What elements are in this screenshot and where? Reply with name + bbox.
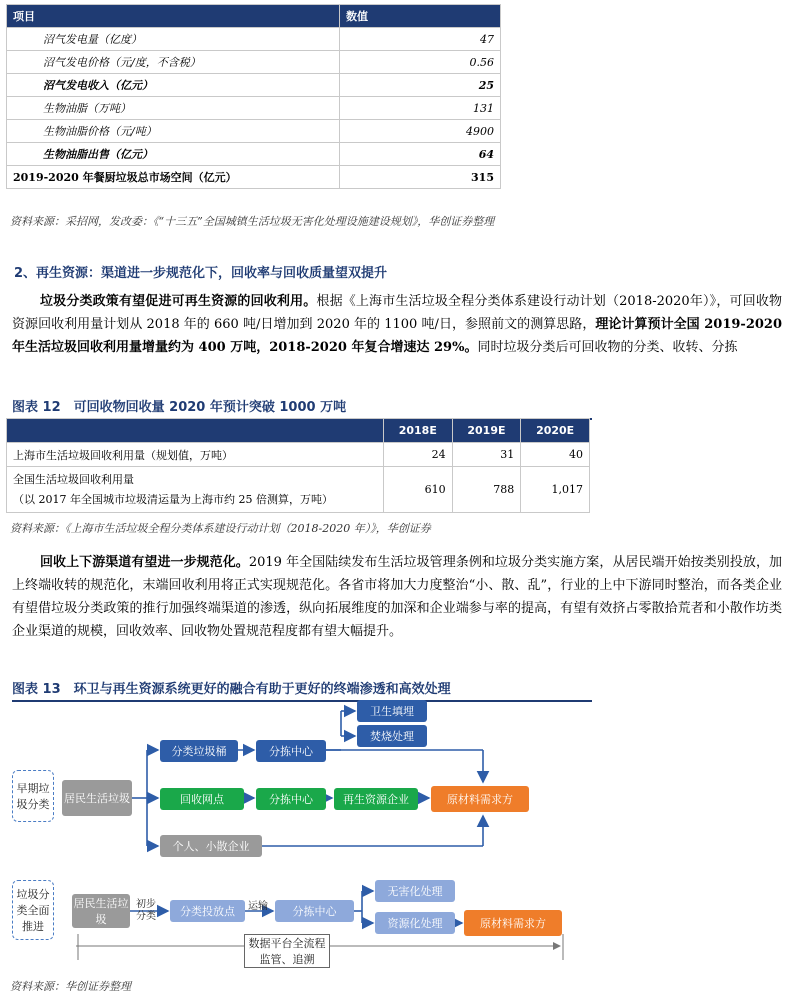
row-value: 4900 bbox=[340, 120, 501, 143]
table1-header-value: 数值 bbox=[340, 5, 501, 28]
recycle-volume-table bbox=[6, 418, 590, 513]
table-row bbox=[7, 97, 501, 120]
row-value: 25 bbox=[340, 74, 501, 97]
paragraph-2 bbox=[12, 551, 782, 643]
incineration-box: 焚烧处理 bbox=[357, 725, 427, 747]
sorting-center-3-box: 分拣中心 bbox=[275, 900, 354, 922]
row-label: 沼气发电收入（亿元） bbox=[7, 74, 340, 97]
row-label: 沼气发电价格（元/度，不含税） bbox=[7, 51, 340, 74]
early-sorting-label: 早期垃圾分类 bbox=[12, 770, 54, 822]
sorting-center-box: 分拣中心 bbox=[256, 740, 326, 762]
row-value: 64 bbox=[340, 143, 501, 166]
row-label: 生物油脂（万吨） bbox=[7, 97, 340, 120]
row-label: 生物油脂出售（亿元） bbox=[7, 143, 340, 166]
row-value: 40 bbox=[521, 443, 590, 467]
para1-bold-lead: 垃圾分类政策有望促进可再生资源的回收利用。 bbox=[40, 294, 317, 309]
table-row bbox=[7, 443, 590, 467]
row-value: 0.56 bbox=[340, 51, 501, 74]
row-value: 131 bbox=[340, 97, 501, 120]
resource-treatment-box: 资源化处理 bbox=[375, 912, 455, 934]
landfill-box: 卫生填埋 bbox=[357, 700, 427, 722]
para1-bold-key: 理论计算预计全国 2019-2020 年生活垃圾回收利用量增量约为 400 万吨，2018-2020 年复合增速达 29%。 bbox=[12, 317, 782, 355]
row-label bbox=[7, 467, 384, 513]
table-row-total bbox=[7, 166, 501, 189]
raw-material-demand-box: 原材料需求方 bbox=[431, 786, 529, 812]
figure13-source: 资料来源：华创证券整理 bbox=[10, 980, 131, 993]
paragraph-1 bbox=[12, 290, 782, 359]
t2-header-blank bbox=[7, 419, 384, 443]
table-row bbox=[7, 467, 590, 513]
table-row bbox=[7, 120, 501, 143]
row-value: 788 bbox=[452, 467, 521, 513]
table-row bbox=[7, 74, 501, 97]
table1-header-item: 项目 bbox=[7, 5, 340, 28]
row-value: 47 bbox=[340, 28, 501, 51]
transport-label: 运输 bbox=[248, 901, 268, 912]
row-label: 沼气发电量（亿度） bbox=[7, 28, 340, 51]
row-value: 610 bbox=[383, 467, 452, 513]
resident-waste-box: 居民生活垃圾 bbox=[62, 780, 132, 816]
recycle-point-box: 回收网点 bbox=[160, 788, 244, 810]
table1-source: 资料来源：采招网，发改委：《“十三五”全国城镇生活垃圾无害化处理设施建设规划》，华创证券整理 bbox=[10, 215, 495, 228]
row-label: 2019-2020 年餐厨垃圾总市场空间（亿元） bbox=[7, 166, 340, 189]
resident-waste-2-box: 居民生活垃圾 bbox=[72, 894, 130, 928]
table-row bbox=[7, 51, 501, 74]
para1-text: 根据《上海市生活垃圾全程分类体系建设行动计划（2018-2020年）》，可回收物资源回收利用量计划从 2018 年的 660 吨/日增加到 2020 年的 1100 吨/日，参照前文的测算思路， bbox=[12, 294, 782, 332]
row-value: 31 bbox=[452, 443, 521, 467]
row-value: 24 bbox=[383, 443, 452, 467]
individual-small-business-box: 个人、小散企业 bbox=[160, 835, 262, 857]
full-sorting-label: 垃圾分类全面推进 bbox=[12, 880, 54, 940]
row-value: 1,017 bbox=[521, 467, 590, 513]
row-label-line1: 全国生活垃圾回收利用量 bbox=[13, 472, 134, 486]
row-label: 上海市生活垃圾回收利用量（规划值，万吨） bbox=[7, 443, 384, 467]
sorting-bin-box: 分类垃圾桶 bbox=[160, 740, 238, 762]
para1-text-end: 同时垃圾分类后可回收物的分类、收转、分拣 bbox=[477, 340, 738, 355]
table-row bbox=[7, 28, 501, 51]
data-platform-box: 数据平台全流程监管、追溯 bbox=[244, 934, 330, 968]
t2-header-2018: 2018E bbox=[383, 419, 452, 443]
figure12-source: 资料来源：《上海市生活垃圾全程分类体系建设行动计划（2018-2020 年）》，华创证券 bbox=[10, 522, 431, 535]
section-heading: 2、再生资源：渠道进一步规范化下，回收率与回收质量望双提升 bbox=[14, 266, 388, 281]
market-space-table bbox=[6, 4, 501, 189]
sorting-center-2-box: 分拣中心 bbox=[256, 788, 326, 810]
renewable-company-box: 再生资源企业 bbox=[334, 788, 418, 810]
initial-sorting-label: 初步分类 bbox=[136, 899, 156, 922]
drop-point-box: 分类投放点 bbox=[170, 900, 245, 922]
para2-text: 2019 年全国陆续发布生活垃圾管理条例和垃圾分类实施方案，从居民端开始按类别投放，加上终端收转的规范化，末端回收利用将正式实现规范化。各省市将加大力度整治“小、散、乱”，行业的上中下游同时整治，而各类企业有望借垃圾分类政策的推行加强终端渠道的渗透，纵向拓展维度的加深和企业端参与率的提高，有望有效挤占零散拾荒者和小散作坊类企业渠道的规模，回收效率、回收物处置规范程度都有望大幅提升。 bbox=[12, 555, 782, 639]
table-row bbox=[7, 143, 501, 166]
t2-header-2020: 2020E bbox=[521, 419, 590, 443]
t2-header-2019: 2019E bbox=[452, 419, 521, 443]
row-value: 315 bbox=[340, 166, 501, 189]
raw-material-demand-2-box: 原材料需求方 bbox=[464, 910, 562, 936]
figure12-title: 图表 12 可回收物回收量 2020 年预计突破 1000 万吨 bbox=[12, 396, 592, 420]
para2-bold-lead: 回收上下游渠道有望进一步规范化。 bbox=[40, 555, 249, 570]
row-label: 生物油脂价格（元/吨） bbox=[7, 120, 340, 143]
harmless-treatment-box: 无害化处理 bbox=[375, 880, 455, 902]
figure13-title: 图表 13 环卫与再生资源系统更好的融合有助于更好的终端渗透和高效处理 bbox=[12, 678, 592, 702]
row-label-line2: （以 2017 年全国城市垃圾清运量为上海市约 25 倍测算，万吨） bbox=[13, 492, 333, 506]
